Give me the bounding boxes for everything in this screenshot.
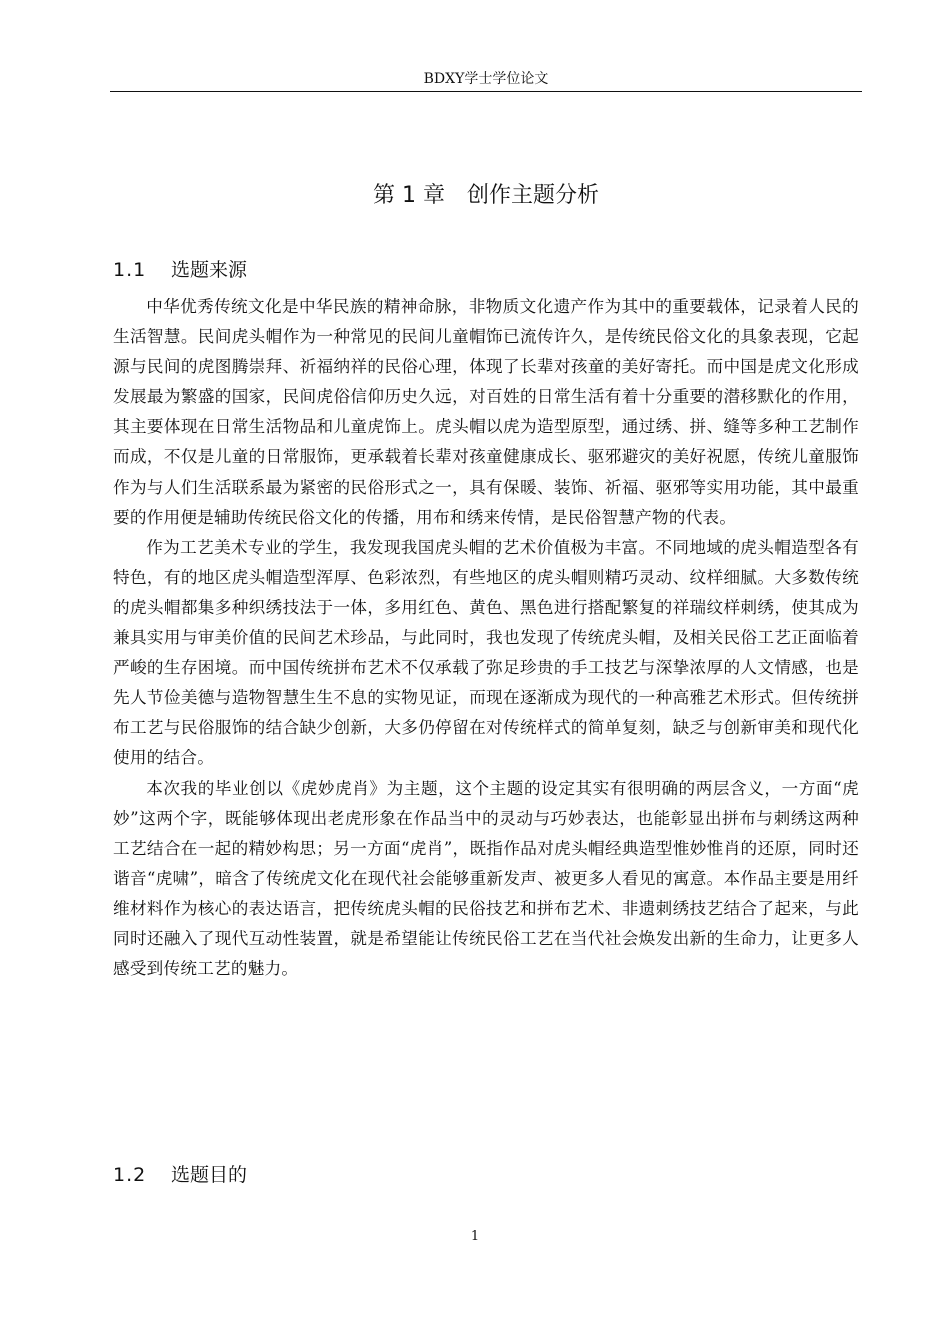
- section-number: 1.2: [113, 1164, 147, 1186]
- body-text: [113, 292, 859, 984]
- header-text: BDXY学士学位论文: [423, 71, 549, 87]
- paragraph: 本次我的毕业创以《虎妙虎肖》为主题，这个主题的设定其实有很明确的两层含义，一方面“虎妙”这两个字，既能够体现出老虎形象在作品当中的灵动与巧妙表达，也能彰显出拼布与刺绣这两种工艺结合在一起的精妙构思；另一方面“虎肖”，既指作品对虎头帽经典造型惟妙惟肖的还原，同时还谐音“虎啸”，暗含了传统虎文化在现代社会能够重新发声、被更多人看见的寓意。本作品主要是用纤维材料作为核心的表达语言，把传统虎头帽的民俗技艺和拼布艺术、非遗刺绣技艺结合了起来，与此同时还融入了现代互动性装置，就是希望能让传统民俗工艺在当代社会焕发出新的生命力，让更多人感受到传统工艺的魅力。: [113, 778, 859, 979]
- section-heading-1-2: [113, 1160, 247, 1187]
- page-header: [110, 58, 862, 92]
- section-title: 选题来源: [171, 259, 248, 281]
- section-heading-1-1: [113, 255, 247, 282]
- page-number: 1: [470, 1229, 480, 1244]
- paragraph: 作为工艺美术专业的学生，我发现我国虎头帽的艺术价值极为丰富。不同地域的虎头帽造型各有特色，有的地区虎头帽造型浑厚、色彩浓烈，有些地区的虎头帽则精巧灵动、纹样细腻。大多数传统的虎头帽都集多种织绣技法于一体，多用红色、黄色、黑色进行搭配繁复的祥瑞纹样刺绣，使其成为兼具实用与审美价值的民间艺术珍品，与此同时，我也发现了传统虎头帽，及相关民俗工艺正面临着严峻的生存困境。而中国传统拼布艺术不仅承载了弥足珍贵的手工技艺与深挚浓厚的人文情感，也是先人节俭美德与造物智慧生生不息的实物见证，而现在逐渐成为现代的一种高雅艺术形式。但传统拼布工艺与民俗服饰的结合缺少创新，大多仍停留在对传统样式的简单复刻，缺乏与创新审美和现代化使用的结合。: [113, 537, 859, 768]
- section-number: 1.1: [113, 259, 147, 281]
- chapter-title: 第 1 章 创作主题分析: [373, 183, 599, 208]
- paragraph: 中华优秀传统文化是中华民族的精神命脉，非物质文化遗产作为其中的重要载体，记录着人民的生活智慧。民间虎头帽作为一种常见的民间儿童帽饰已流传许久，是传统民俗文化的具象表现，它起源与民间的虎图腾崇拜、祈福纳祥的民俗心理，体现了长辈对孩童的美好寄托。而中国是虎文化形成发展最为繁盛的国家，民间虎俗信仰历史久远，对百姓的日常生活有着十分重要的潜移默化的作用，其主要体现在日常生活物品和儿童虎饰上。虎头帽以虎为造型原型，通过绣、拼、缝等多种工艺制作而成，不仅是儿童的日常服饰，更承载着长辈对孩童健康成长、驱邪避灾的美好祝愿，传统儿童服饰作为与人们生活联系最为紧密的民俗形式之一，具有保暖、装饰、祈福、驱邪等实用功能，其中最重要的作用便是辅助传统民俗文化的传播，用布和绣来传情，是民俗智慧产物的代表。: [113, 297, 859, 527]
- section-title: 选题目的: [171, 1164, 248, 1186]
